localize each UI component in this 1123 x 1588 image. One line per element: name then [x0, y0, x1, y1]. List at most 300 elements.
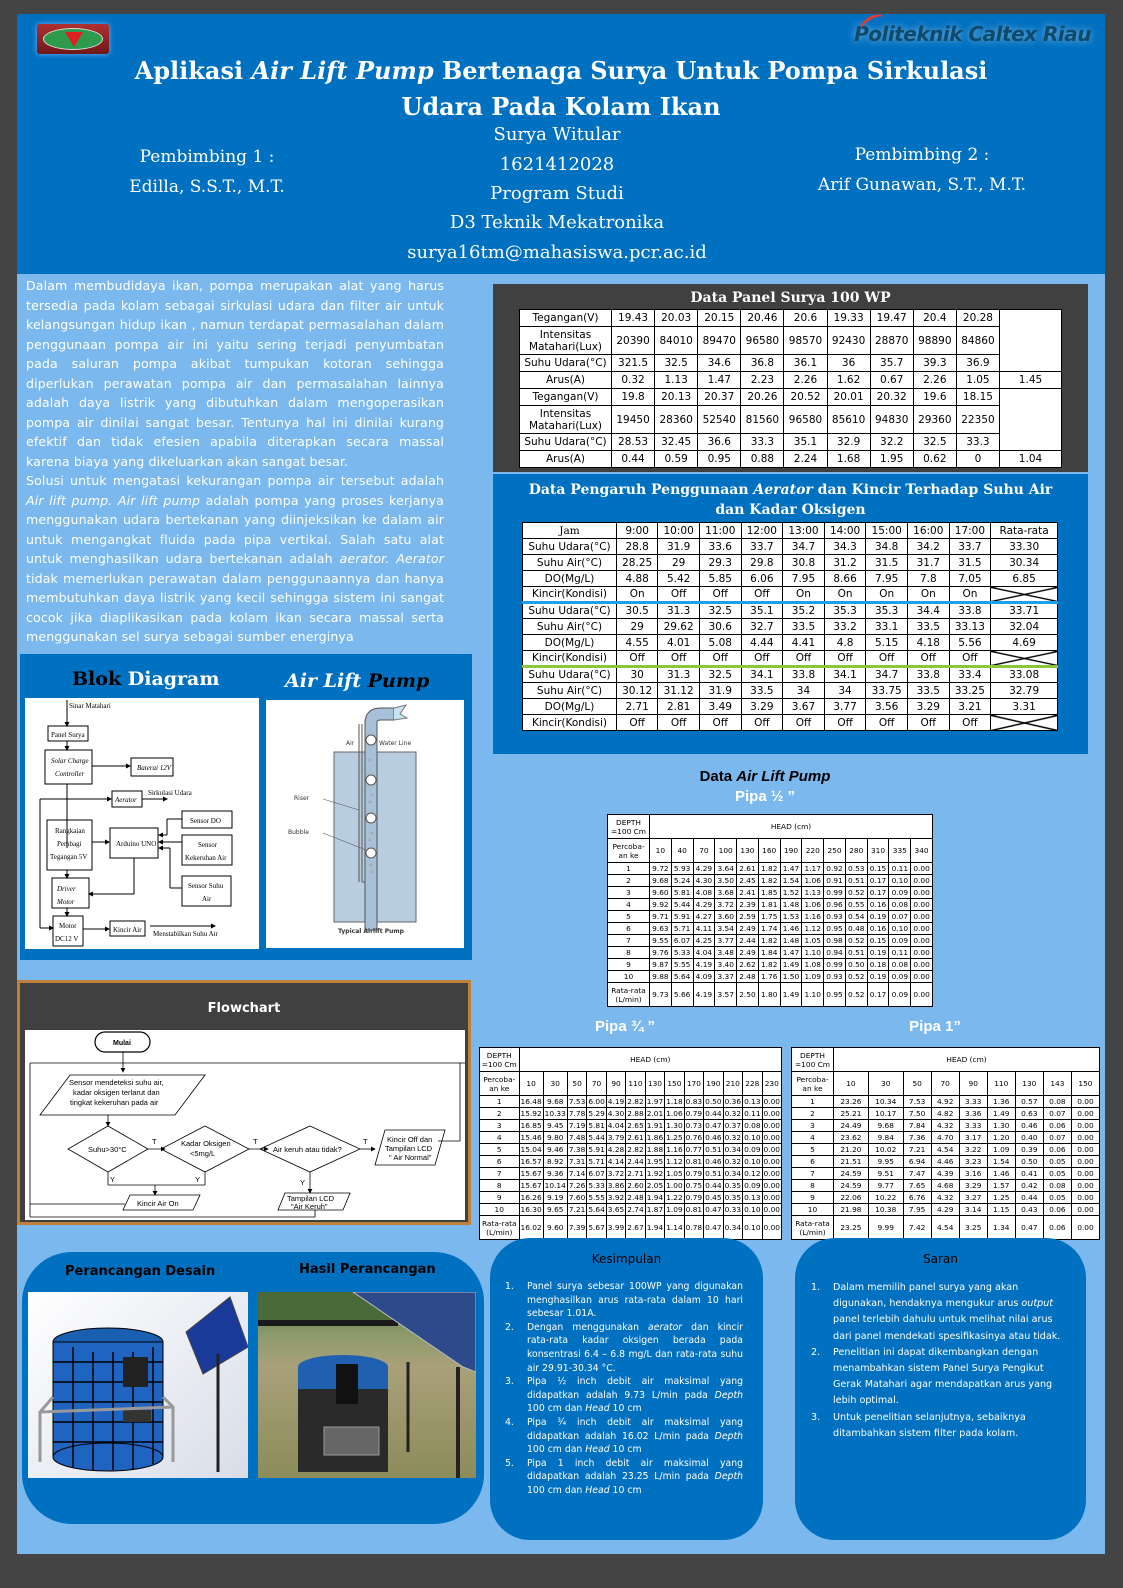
- table-row: [523, 667, 1058, 683]
- flow-rate: 1.10: [802, 947, 824, 959]
- title-part: Pump: [367, 670, 430, 692]
- node-label: Sinar Matahari: [69, 702, 111, 710]
- flow-rate: 6.94: [903, 1156, 931, 1168]
- block-diagram-title: [72, 668, 219, 690]
- node-label: Sensor: [198, 841, 218, 849]
- intro-paragraph-1: Dalam membudidaya ikan, pompa merupakan alat yang harus tersedia pada kolam sebagai sirkulasi udara dan filter air untuk kelangsungan hidup ikan , namun terdapat permasalahan dalam penggunaan pompa air ini yaitu sering terjadi penyumbatan pada saluran pompa akibat tumpukan kotoran sehingga diperlukan perawatan pompa air dan permasalahan lainnya adalah daya listrik yang dibutuhkan dalam mengoperasikan pompa air dinilai sangat besar. Tentunya hal ini dinilai kurang efektif dan tidak efesien apabila diterapkan secara massal karena biaya yang dikeluarkan akan sangat besar.: [26, 278, 444, 469]
- average-flow-rate: 0.00: [762, 1216, 781, 1240]
- table-cell: 89470: [698, 327, 741, 355]
- flow-rate: 4.29: [693, 863, 715, 875]
- flow-rate: 3.23: [959, 1156, 987, 1168]
- table-cell: 20.26: [741, 389, 784, 406]
- table-cell: 29: [617, 619, 658, 635]
- flow-rate: 7.21: [568, 1205, 586, 1214]
- flow-rate: 3.14: [959, 1204, 987, 1216]
- suggestion-item: [811, 1345, 1072, 1410]
- table-row: [608, 899, 933, 911]
- average-flow-rate: 7.39: [567, 1216, 586, 1240]
- flow-rate: 9.65: [543, 1204, 567, 1216]
- flow-rate: 0.06: [1043, 1144, 1071, 1156]
- flow-rate: 1.57: [987, 1180, 1015, 1192]
- flow-rate: 7.60: [568, 1193, 586, 1202]
- table-row: [523, 571, 1058, 587]
- table-cell: 92430: [827, 327, 870, 355]
- average-cell-empty: [1000, 389, 1062, 451]
- list-text: Dalam memilih panel surya yang akan digunakan, hendaknya mengukur arus output panel terlebih dahulu untuk melihat nilai arus dari panel mendekati spesifikasinya atau tidak.: [833, 1282, 1061, 1342]
- list-number: 3.: [505, 1376, 514, 1388]
- flow-rate: 5.33: [588, 1181, 605, 1190]
- flow-rate: 7.38: [568, 1145, 586, 1154]
- header-cell: Rata-rata: [991, 523, 1058, 539]
- flow-rate: 1.30: [987, 1120, 1015, 1132]
- node-label: Baterai 12V: [137, 764, 172, 772]
- table-cell: 34.6: [698, 355, 741, 372]
- flow-rate: 15.46: [520, 1133, 542, 1142]
- flow-rate: 5.55: [588, 1193, 605, 1202]
- flow-rate: 0.00: [1071, 1204, 1099, 1216]
- flow-rate: 9.46: [543, 1144, 567, 1156]
- table-cell: 7.95: [783, 571, 825, 587]
- table-cell: 32.5: [913, 434, 956, 451]
- output-keruh: "Air Keruh": [291, 1202, 328, 1211]
- flow-rate: 0.47: [705, 1121, 722, 1130]
- average-flow-rate: 16.02: [519, 1216, 543, 1240]
- table-cell: 2.24: [784, 451, 827, 468]
- table-cell: 52540: [698, 406, 741, 434]
- table-cell: 33.5: [741, 683, 783, 699]
- head-value: 70: [693, 839, 715, 863]
- table-cell: 29.62: [658, 619, 700, 635]
- flow-rate: 3.54: [715, 923, 737, 935]
- average-label: Rata-rata (L/min): [608, 983, 650, 1007]
- flow-rate: 2.49: [737, 923, 759, 935]
- conclusion-item: [505, 1375, 743, 1416]
- table-row: [608, 875, 933, 887]
- flow-rate: 5.93: [671, 863, 693, 875]
- trial-number: 10: [480, 1204, 520, 1216]
- conclusion-item: [505, 1321, 743, 1375]
- table-cell: Off: [866, 715, 908, 731]
- list-number: 1.: [505, 1281, 514, 1292]
- flow-rate: 0.55: [845, 899, 867, 911]
- flow-rate: 16.57: [520, 1157, 542, 1166]
- average-flow-rate: 9.99: [868, 1216, 903, 1240]
- table-cell: 0.59: [655, 451, 698, 468]
- table-cell: 28.25: [617, 555, 658, 571]
- flow-rate: 3.92: [607, 1193, 625, 1202]
- header-cell: 10:00: [658, 523, 700, 539]
- trial-number: 5: [480, 1144, 520, 1156]
- table-cell: 31.12: [658, 683, 700, 699]
- table-cell: 20.15: [698, 310, 741, 327]
- average-flow-rate: 2.50: [737, 983, 759, 1007]
- flow-rate: 1.12: [802, 923, 824, 935]
- flow-rate: 1.15: [987, 1204, 1015, 1216]
- trial-number: 6: [608, 923, 650, 935]
- average-row: [792, 1216, 1100, 1240]
- flow-rate: 4.70: [931, 1132, 959, 1144]
- program-name: D3 Teknik Mekatronika: [449, 212, 665, 233]
- flow-rate: 0.10: [889, 875, 911, 887]
- flow-rate: 4.14: [607, 1157, 625, 1166]
- table-cell: Off: [907, 715, 949, 731]
- table-cell: 33.8: [907, 667, 949, 683]
- table-cell: 33.25: [949, 683, 991, 699]
- average-flow-rate: 7.42: [903, 1216, 931, 1240]
- flow-rate: 2.44: [627, 1157, 644, 1166]
- head-label: HEAD (cm): [519, 1048, 782, 1072]
- node-label: Sensor DO: [190, 817, 221, 825]
- flow-rate: 0.09: [744, 1181, 761, 1190]
- output-normal: " Air Normal": [389, 1153, 432, 1162]
- output-kincir-on: Kincir Air On: [137, 1199, 179, 1208]
- flow-rate: 3.79: [607, 1133, 625, 1142]
- table-cell: 29.8: [741, 555, 783, 571]
- flow-rate: 23.62: [834, 1132, 869, 1144]
- flow-rate: 2.48: [627, 1193, 644, 1202]
- average-flow-rate: 3.57: [715, 983, 737, 1007]
- table-cell: On: [949, 587, 991, 603]
- table-cell: 33.5: [907, 683, 949, 699]
- flow-rate: 0.09: [744, 1145, 761, 1154]
- flow-rate: 0.00: [1071, 1144, 1099, 1156]
- table-cell: 98890: [913, 327, 956, 355]
- average-flow-rate: 0.34: [723, 1216, 742, 1240]
- flow-rate: 1.49: [780, 959, 802, 971]
- flow-rate: 3.65: [607, 1205, 625, 1214]
- table-cell: Off: [907, 651, 949, 667]
- list-text: Pipa 1 inch debit air maksimal yang didapatkan adalah 23.25 L/min pada Depth 100 cm dan Head 10 cm: [527, 1457, 743, 1496]
- table-cell: 35.1: [784, 434, 827, 451]
- flow-rate: 0.45: [705, 1193, 722, 1202]
- flow-rate: 0.83: [685, 1097, 703, 1106]
- flow-rate: 0.37: [724, 1121, 742, 1130]
- average-cell: 6.85: [991, 571, 1058, 587]
- flow-rate: 1.18: [666, 1097, 683, 1106]
- figure-label: Bubble: [288, 829, 309, 836]
- poster-title-line1: [17, 56, 1105, 85]
- table-cell: 30.12: [617, 683, 658, 699]
- table-row: [480, 1120, 782, 1132]
- flow-rate: 2.82: [627, 1145, 644, 1154]
- flow-rate: 0.00: [1071, 1108, 1099, 1120]
- flowchart-start: Mulai: [113, 1040, 131, 1047]
- supervisor2-name: Arif Gunawan, S.T., M.T.: [817, 175, 1027, 195]
- flow-rate: 3.33: [959, 1096, 987, 1108]
- table-cell: 32.9: [827, 434, 870, 451]
- table-cell: 28.53: [612, 434, 655, 451]
- table-cell: Off: [699, 651, 741, 667]
- flow-rate: 0.44: [705, 1181, 722, 1190]
- row-label: Intensitas Matahari(Lux): [520, 327, 612, 355]
- row-label: Kincir(Kondisi): [523, 587, 617, 603]
- flow-rate: 1.74: [758, 923, 780, 935]
- flow-rate: 2.44: [737, 935, 759, 947]
- flow-rate: 7.65: [903, 1180, 931, 1192]
- table-row: [480, 1168, 782, 1180]
- average-cell: 3.31: [991, 699, 1058, 715]
- flow-rate: 4.27: [693, 911, 715, 923]
- table-cell: 34.1: [824, 667, 866, 683]
- row-label: Suhu Air(°C): [523, 555, 617, 571]
- text: adalah pompa yang proses kerjanya menggunakan udara bertekanan yang diinjeksikan ke dalam air untuk mengangkat fluida pada pipa vertikal. Salah satu alat untuk menghasilkan udara bertekanan adalah: [26, 492, 444, 566]
- flow-rate: 1.49: [987, 1108, 1015, 1120]
- flow-rate: 1.25: [666, 1133, 683, 1142]
- author-email: surya16tm@mahasiswa.pcr.ac.id: [407, 242, 707, 263]
- flow-rate: 0.44: [705, 1109, 722, 1118]
- flow-rate: 9.63: [650, 923, 672, 935]
- air-lift-data-title: [600, 768, 930, 785]
- flow-rate: 0.42: [1015, 1180, 1043, 1192]
- average-cell: 32.79: [991, 683, 1058, 699]
- title-italic: Air Lift Pump: [736, 768, 831, 785]
- trial-number: 10: [608, 971, 650, 983]
- suggestion-panel: [795, 1238, 1086, 1540]
- flow-rate: 5.81: [671, 887, 693, 899]
- table-cell: 3.49: [699, 699, 741, 715]
- flow-rate: 0.79: [685, 1169, 703, 1178]
- table-cell: 35.7: [870, 355, 913, 372]
- flow-rate: 1.53: [780, 911, 802, 923]
- flow-rate: 0.00: [763, 1097, 780, 1106]
- flow-rate: 21.51: [834, 1156, 869, 1168]
- average-cell: 33.30: [991, 539, 1058, 555]
- flow-rate: 2.41: [737, 887, 759, 899]
- head-value: 110: [626, 1072, 645, 1096]
- header-jam: Jam: [523, 523, 617, 539]
- output-keruh: Tampilan LCD: [287, 1194, 335, 1203]
- flow-rate: 5.29: [588, 1109, 605, 1118]
- flow-rate: 0.19: [867, 971, 889, 983]
- flow-rate: 5.24: [671, 875, 693, 887]
- table-row: [520, 372, 1062, 389]
- table-cell: 32.2: [870, 434, 913, 451]
- flow-rate: 3.29: [959, 1180, 987, 1192]
- trial-number: 5: [792, 1144, 834, 1156]
- flow-rate: 7.26: [568, 1181, 586, 1190]
- table-cell: 0.88: [741, 451, 784, 468]
- table-cell: 5.56: [949, 635, 991, 651]
- table-cell: On: [866, 587, 908, 603]
- table-row: [792, 1156, 1100, 1168]
- design-panel: [22, 1252, 484, 1524]
- average-flow-rate: 4.19: [693, 983, 715, 1007]
- table-cell: 19.43: [612, 310, 655, 327]
- flow-rate: 0.00: [911, 923, 933, 935]
- table-cell: 1.62: [827, 372, 870, 389]
- flow-rate: 9.68: [650, 875, 672, 887]
- row-label: DO(Mg/L): [523, 699, 617, 715]
- flow-rate: 1.09: [666, 1205, 683, 1214]
- flowchart-svg: [25, 1030, 465, 1220]
- figure-label: Water Line: [379, 740, 412, 747]
- flow-rate: 5.71: [588, 1157, 605, 1166]
- table-cell: 1.05: [956, 372, 999, 389]
- flow-rate: 1.05: [666, 1169, 683, 1178]
- row-label: Suhu Udara(°C): [520, 355, 612, 372]
- head-label: HEAD (cm): [834, 1048, 1100, 1072]
- flow-rate: 0.92: [824, 863, 846, 875]
- flow-rate: 0.99: [824, 887, 846, 899]
- flow-rate: 0.77: [685, 1145, 703, 1154]
- node-label: Panel Surya: [51, 731, 85, 739]
- head-value: 228: [743, 1072, 762, 1096]
- flow-rate: 10.33: [544, 1109, 566, 1118]
- table-cell: 20.32: [870, 389, 913, 406]
- table-cell: Off: [783, 715, 825, 731]
- table-cell: 4.01: [658, 635, 700, 651]
- flow-rate: 0.44: [1015, 1192, 1043, 1204]
- table-cell: 33.3: [741, 434, 784, 451]
- table-cell: 32.5: [699, 603, 741, 619]
- flow-rate: 7.47: [903, 1168, 931, 1180]
- table-cell: Off: [658, 715, 700, 731]
- flow-rate: 0.00: [911, 959, 933, 971]
- table-cell: 34.7: [866, 667, 908, 683]
- flow-rate: 7.21: [903, 1144, 931, 1156]
- title-italic: Air Lift Pump: [251, 56, 434, 85]
- flow-rate: 7.19: [568, 1121, 586, 1130]
- table-cell: Off: [824, 715, 866, 731]
- table-row: [523, 699, 1058, 715]
- table-cell: 31.3: [658, 667, 700, 683]
- table-cell: 33.5: [783, 619, 825, 635]
- flow-rate: 4.32: [931, 1120, 959, 1132]
- flow-rate: 2.74: [627, 1205, 644, 1214]
- trial-label: Percoba-an ke: [792, 1072, 834, 1096]
- solar-data-table: [519, 309, 1062, 468]
- flow-rate: 9.77: [868, 1180, 903, 1192]
- header-cell: 13:00: [783, 523, 825, 539]
- flow-rate: 0.93: [824, 971, 846, 983]
- flow-rate: 2.61: [737, 863, 759, 875]
- poster-title-line2: Udara Pada Kolam Ikan: [401, 92, 721, 121]
- flow-rate: 0.96: [824, 899, 846, 911]
- flow-rate: 1.16: [666, 1145, 683, 1154]
- table-cell: 30.5: [617, 603, 658, 619]
- flowchart-text: tingkat kekeruhan pada air: [70, 1098, 159, 1107]
- average-flow-rate: 0.78: [684, 1216, 703, 1240]
- flow-rate: 0.09: [889, 887, 911, 899]
- table-cell: 3.67: [783, 699, 825, 715]
- flow-rate: 0.52: [845, 935, 867, 947]
- table-row: [480, 1192, 782, 1204]
- average-cell: 33.08: [991, 667, 1058, 683]
- table-cell: 34.3: [824, 539, 866, 555]
- flow-rate: 9.84: [868, 1132, 903, 1144]
- head-value: 10: [834, 1072, 869, 1096]
- table-cell: 6.06: [741, 571, 783, 587]
- block-diagram-svg: [25, 698, 259, 949]
- trial-label: Percoba-an ke: [608, 839, 650, 863]
- average-label: Rata-rata (L/min): [480, 1216, 520, 1240]
- flow-rate: 9.60: [650, 887, 672, 899]
- figure-label: Air: [346, 740, 355, 747]
- flow-rate: 0.34: [724, 1145, 742, 1154]
- flow-rate: 2.61: [627, 1133, 644, 1142]
- flow-rate: 5.55: [671, 959, 693, 971]
- title-part: Aplikasi: [134, 56, 252, 85]
- table-row: [523, 555, 1058, 571]
- flow-rate: 21.98: [834, 1204, 869, 1216]
- flow-rate: 3.22: [959, 1144, 987, 1156]
- table-cell: 31.7: [907, 555, 949, 571]
- flow-rate: 0.15: [867, 863, 889, 875]
- table-header-row: [792, 1048, 1100, 1072]
- table-cell: 19.33: [827, 310, 870, 327]
- flow-rate: 1.95: [646, 1157, 664, 1166]
- flow-rate: 2.60: [627, 1181, 644, 1190]
- flow-rate: 0.16: [867, 923, 889, 935]
- row-label: Suhu Udara(°C): [523, 667, 617, 683]
- table-cell: 30: [617, 667, 658, 683]
- flow-rate: 7.78: [568, 1109, 586, 1118]
- table-cell: 1.47: [698, 372, 741, 389]
- flow-rate: 5.81: [588, 1121, 605, 1130]
- flow-rate: 0.16: [867, 899, 889, 911]
- trial-number: 7: [480, 1168, 520, 1180]
- table-row: [608, 863, 933, 875]
- title-part: Air Lift: [285, 670, 362, 692]
- flow-rate: 3.48: [715, 947, 737, 959]
- built-result-svg: [258, 1292, 476, 1478]
- table-row: [608, 959, 933, 971]
- author-name: Surya Witular: [493, 124, 621, 145]
- flow-rate: 0.91: [824, 875, 846, 887]
- table-row: [523, 683, 1058, 699]
- average-flow-rate: 1.14: [665, 1216, 684, 1240]
- flow-rate: 1.46: [780, 923, 802, 935]
- title-part: dan Kincir Terhadap Suhu Air: [812, 482, 1053, 498]
- table-row: [523, 715, 1058, 731]
- decision-oxygen: Kadar Oksigen: [181, 1139, 231, 1148]
- table-cell: 32.5: [699, 667, 741, 683]
- trial-number: 1: [480, 1096, 520, 1108]
- row-label: Arus(A): [520, 372, 612, 389]
- flow-rate: 0.00: [763, 1169, 780, 1178]
- block-diagram-image: [25, 698, 259, 949]
- average-flow-rate: 1.80: [758, 983, 780, 1007]
- flowchart-title: Flowchart: [207, 1001, 281, 1016]
- node-label: Driver: [57, 885, 76, 893]
- flow-rate: 4.11: [693, 923, 715, 935]
- flow-rate: 0.39: [1015, 1144, 1043, 1156]
- decision-turbidity: Air keruh atau tidak?: [273, 1145, 342, 1154]
- table-row: [792, 1132, 1100, 1144]
- table-cell: 98570: [784, 327, 827, 355]
- flow-rate: 0.51: [845, 947, 867, 959]
- flow-rate: 2.65: [627, 1121, 644, 1130]
- flow-rate: 0.13: [744, 1193, 761, 1202]
- flow-rate: 0.79: [685, 1193, 703, 1202]
- table-row: [792, 1168, 1100, 1180]
- table-cell: 33.4: [949, 667, 991, 683]
- flow-rate: 15.04: [520, 1145, 542, 1154]
- flow-rate: 2.82: [627, 1097, 644, 1106]
- pipe-three-quarter-title: Pipa ¾ ”: [594, 1018, 656, 1035]
- conclusion-title: Kesimpulan: [591, 1252, 662, 1266]
- flow-rate: 0.00: [763, 1133, 780, 1142]
- flow-rate: 24.59: [834, 1180, 869, 1192]
- average-cell: 30.34: [991, 555, 1058, 571]
- flow-rate: 1.36: [987, 1096, 1015, 1108]
- table-cell: 85610: [827, 406, 870, 434]
- flow-rate: 4.08: [693, 887, 715, 899]
- flow-rate: 0.50: [705, 1097, 722, 1106]
- average-flow-rate: 0.06: [1043, 1216, 1071, 1240]
- flow-rate: 4.04: [607, 1121, 625, 1130]
- flow-rate: 4.19: [607, 1097, 625, 1106]
